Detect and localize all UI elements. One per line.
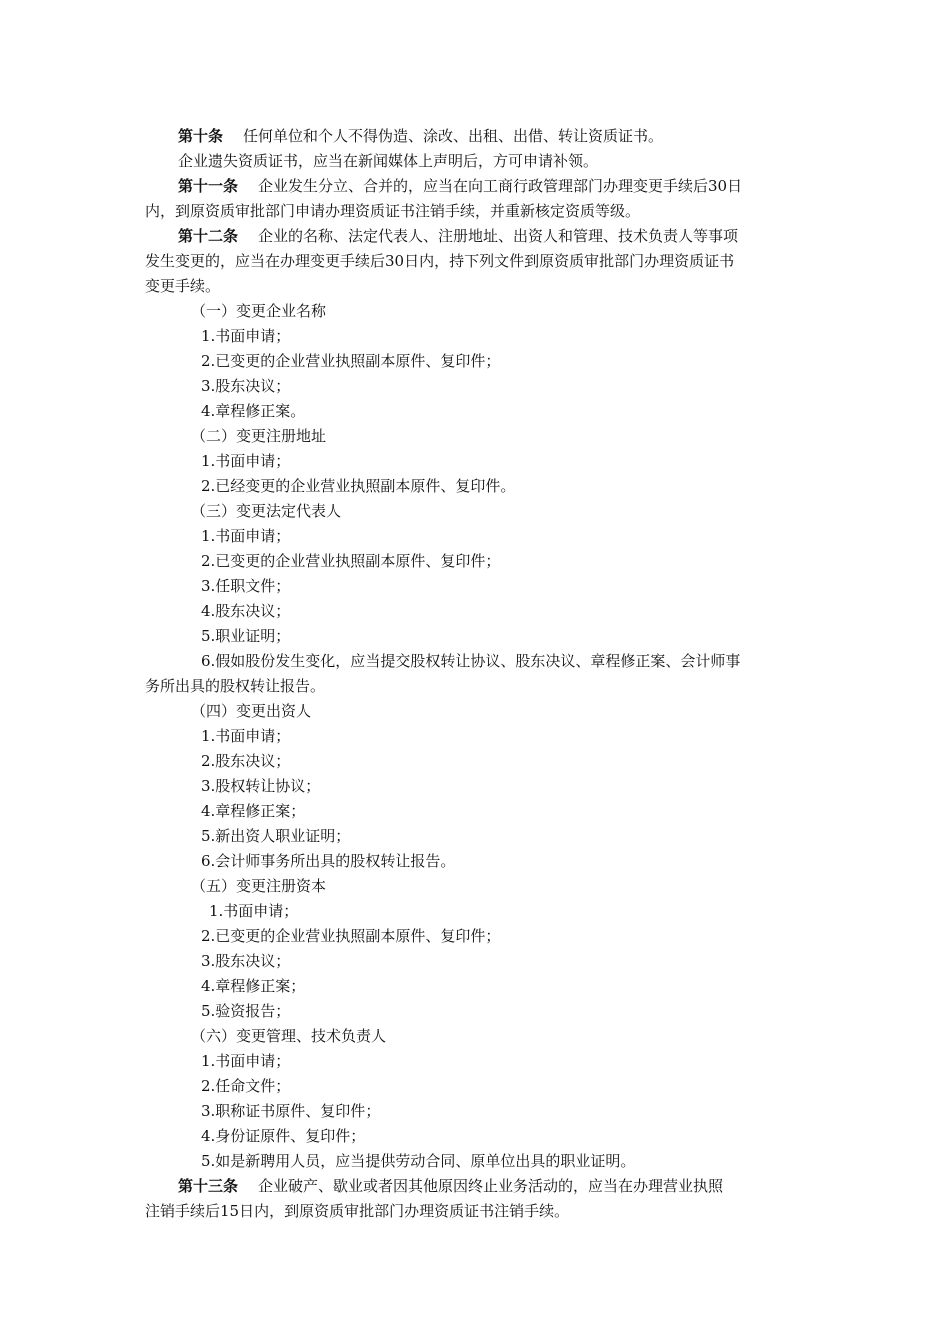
list-item: 1.书面申请；: [201, 1052, 291, 1070]
article-10-paragraph-2: 企业遗失资质证书，应当在新闻媒体上声明后，方可申请补领。: [178, 152, 599, 170]
list-item: 4.股东决议；: [201, 602, 291, 620]
list-item: 2.已经变更的企业营业执照副本原件、复印件。: [201, 477, 516, 495]
article-11-line-2: 内，到原资质审批部门申请办理资质证书注销手续，并重新核定资质等级。: [145, 202, 641, 220]
list-item: 4.章程修正案；: [201, 802, 306, 820]
section-title: （三）变更法定代表人: [191, 502, 342, 520]
section-title: （六）变更管理、技术负责人: [191, 1027, 387, 1045]
list-item: 6.假如股份发生变化，应当提交股权转让协议、股东决议、章程修正案、会计师事: [201, 652, 741, 670]
article-11: [145, 174, 805, 199]
list-item-continuation: 务所出具的股权转让报告。: [145, 677, 326, 695]
list-item: 5.如是新聘用人员，应当提供劳动合同、原单位出具的职业证明。: [201, 1152, 636, 1170]
list-item: 2.已变更的企业营业执照副本原件、复印件；: [201, 352, 501, 370]
list-item: 3.任职文件；: [201, 577, 291, 595]
list-item: 2.已变更的企业营业执照副本原件、复印件；: [201, 927, 501, 945]
list-item: 2.已变更的企业营业执照副本原件、复印件；: [201, 552, 501, 570]
article-12-line-2: 发生变更的，应当在办理变更手续后30日内，持下列文件到原资质审批部门办理资质证书: [145, 252, 735, 270]
list-item: 3.股权转让协议；: [201, 777, 321, 795]
article-12: [145, 224, 805, 249]
article-11-line-1: 企业发生分立、合并的，应当在向工商行政管理部门办理变更手续后30日: [258, 177, 743, 195]
section-title: （四）变更出资人: [191, 702, 312, 720]
article-13-line-1: 企业破产、歇业或者因其他原因终止业务活动的，应当在办理营业执照: [258, 1177, 724, 1195]
list-item: 4.身份证原件、复印件；: [201, 1127, 366, 1145]
list-item: 1.书面申请；: [201, 327, 291, 345]
list-item: 5.职业证明；: [201, 627, 291, 645]
list-item: 5.验资报告；: [201, 1002, 291, 1020]
article-10-text: 任何单位和个人不得伪造、涂改、出租、出借、转让资质证书。: [243, 127, 664, 145]
article-13-heading: 第十三条: [178, 1177, 239, 1195]
article-10: [145, 124, 805, 149]
article-13-line-2: 注销手续后15日内，到原资质审批部门办理资质证书注销手续。: [145, 1202, 570, 1220]
article-11-heading: 第十一条: [178, 177, 239, 195]
section-title: （五）变更注册资本: [191, 877, 327, 895]
article-12-heading: 第十二条: [178, 227, 239, 245]
document-body: [145, 124, 805, 1224]
list-item: 1.书面申请；: [201, 527, 291, 545]
list-item: 5.新出资人职业证明；: [201, 827, 351, 845]
section-title: （二）变更注册地址: [191, 427, 327, 445]
list-item: 3.职称证书原件、复印件；: [201, 1102, 381, 1120]
list-item: 4.章程修正案。: [201, 402, 306, 420]
list-item: 1.书面申请；: [209, 902, 299, 920]
article-12-line-1: 企业的名称、法定代表人、注册地址、出资人和管理、技术负责人等事项: [258, 227, 739, 245]
list-item: 1.书面申请；: [201, 727, 291, 745]
list-item: 2.任命文件；: [201, 1077, 291, 1095]
list-item: 6.会计师事务所出具的股权转让报告。: [201, 852, 456, 870]
section-title: （一）变更企业名称: [191, 302, 327, 320]
list-item: 2.股东决议；: [201, 752, 291, 770]
article-12-line-3: 变更手续。: [145, 277, 221, 295]
article-13: [145, 1174, 805, 1199]
list-item: 3.股东决议；: [201, 377, 291, 395]
list-item: 3.股东决议；: [201, 952, 291, 970]
list-item: 1.书面申请；: [201, 452, 291, 470]
article-10-heading: 第十条: [178, 127, 224, 145]
list-item: 4.章程修正案；: [201, 977, 306, 995]
